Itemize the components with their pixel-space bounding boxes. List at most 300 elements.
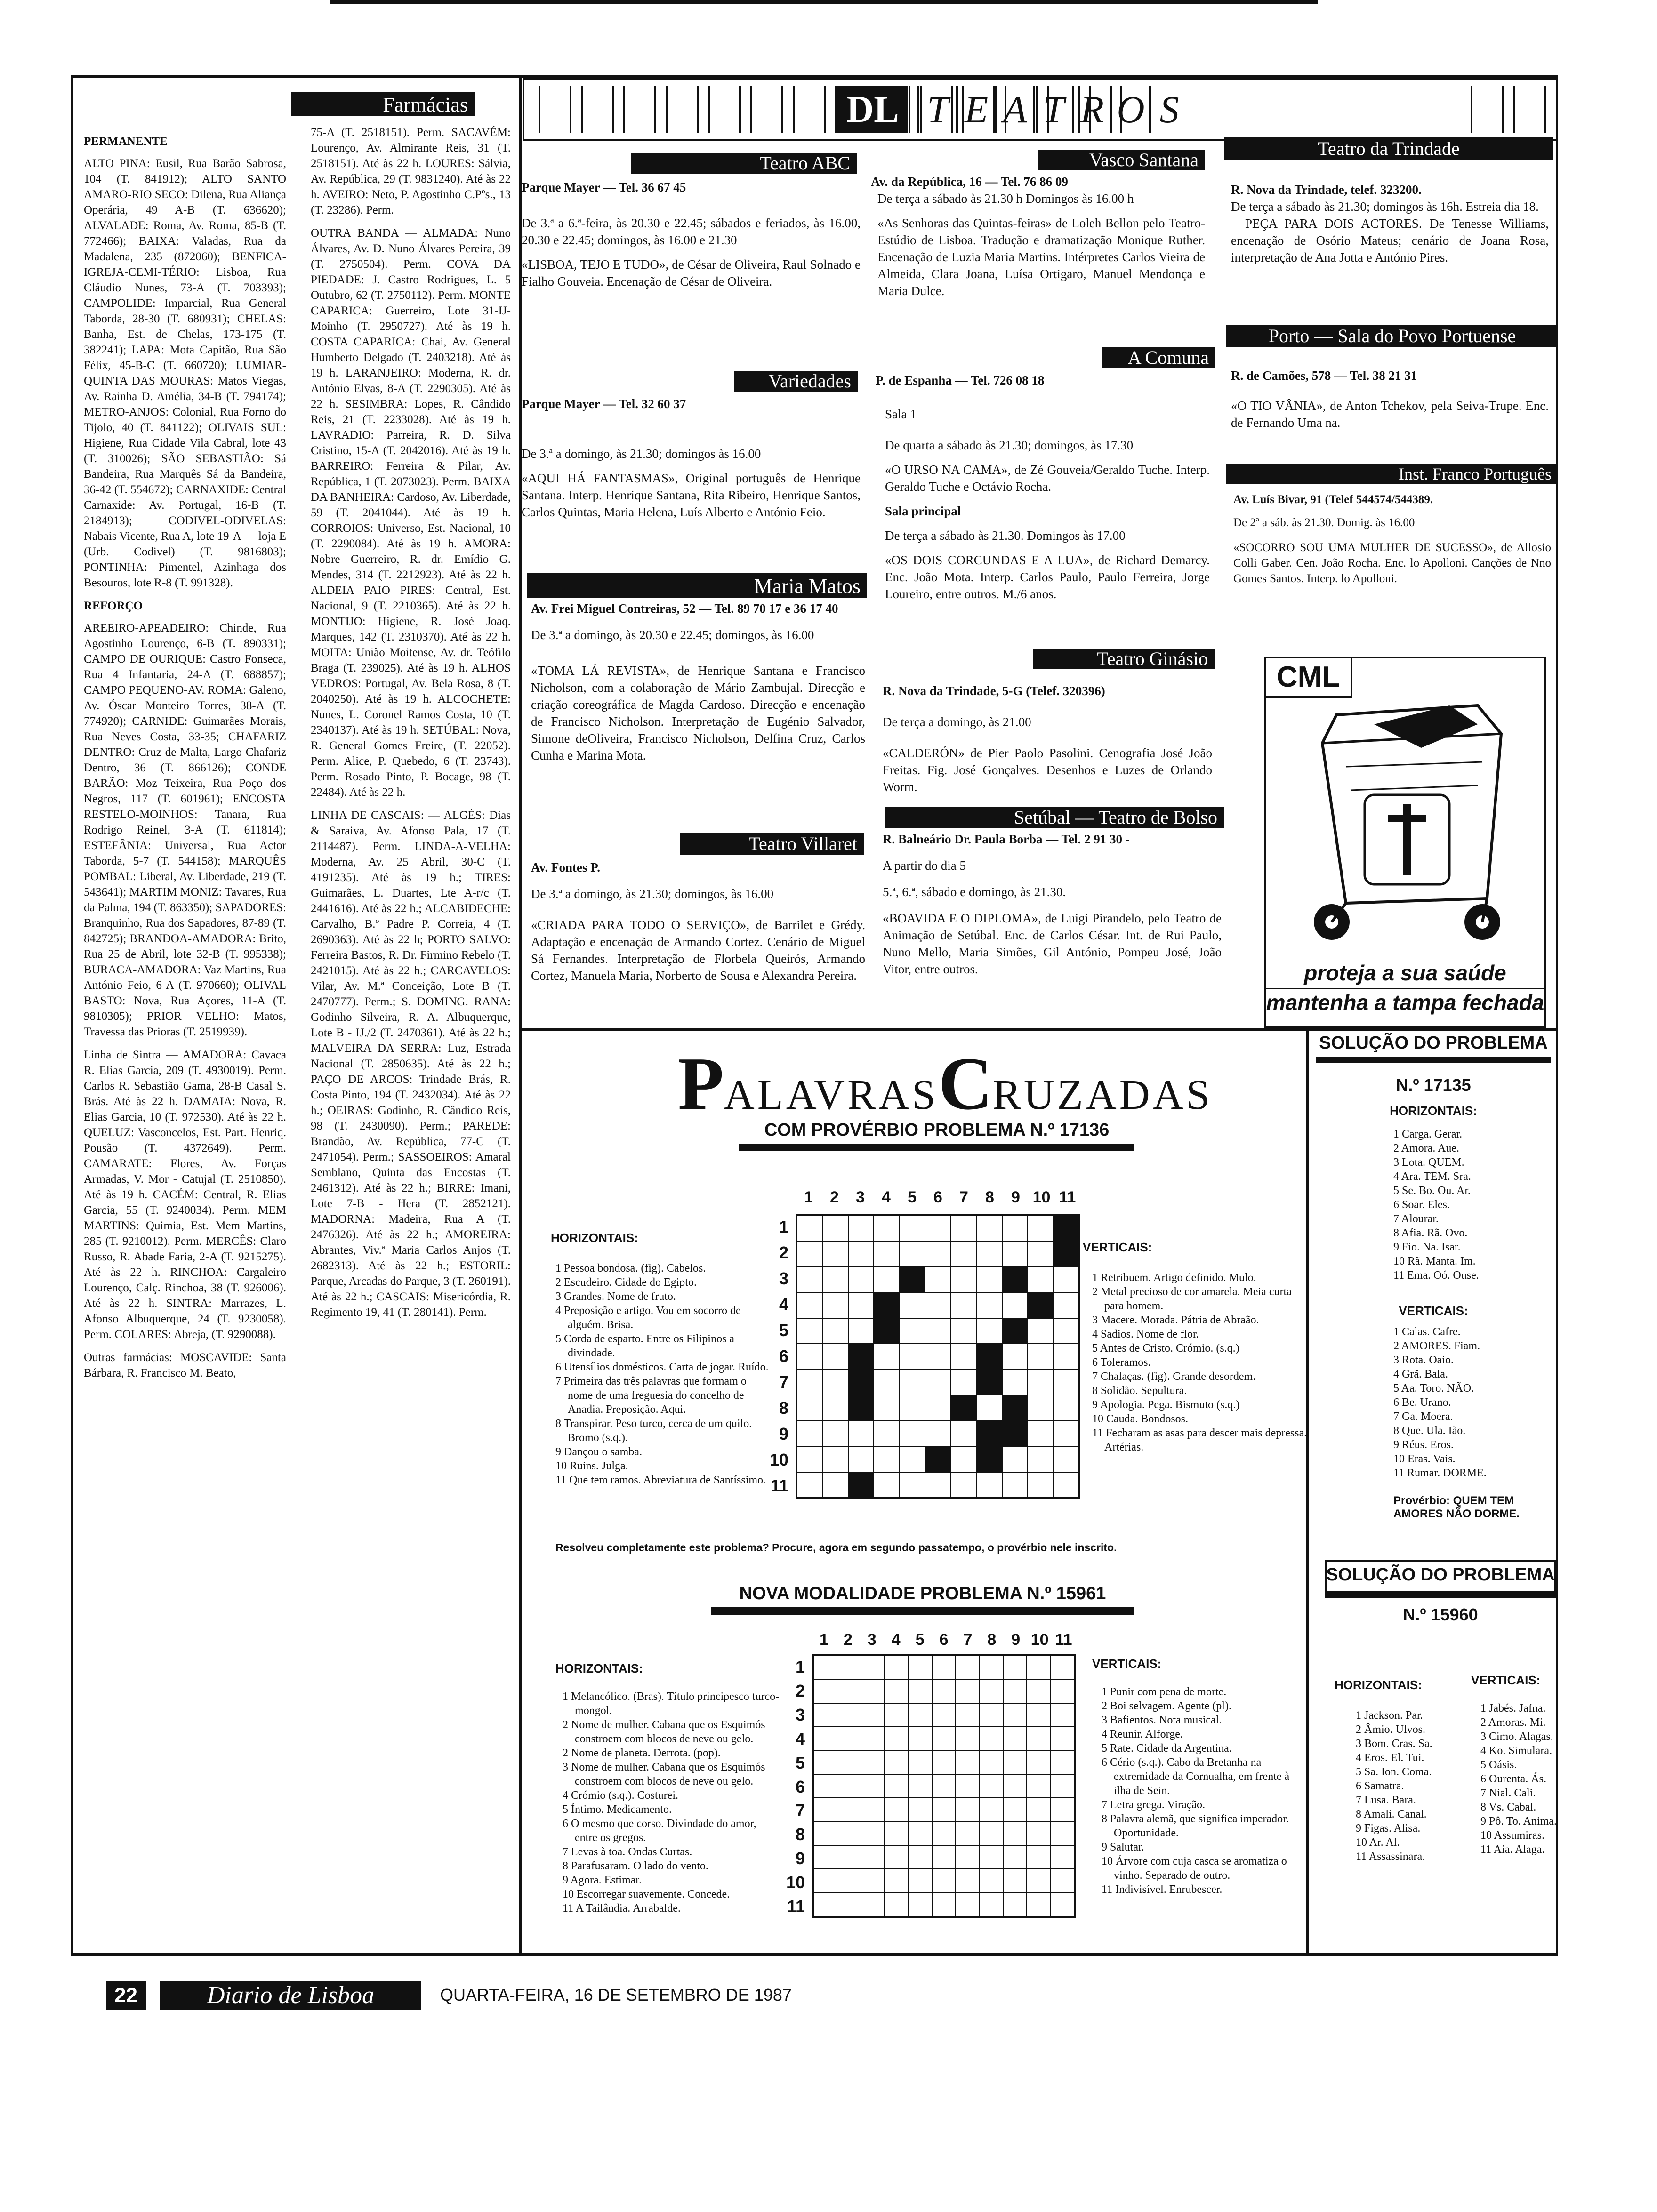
crossword-cell[interactable] [932, 1893, 956, 1916]
list-item: 11 Indivisível. Enrubescer. [1102, 1883, 1223, 1896]
crossword-cell[interactable] [908, 1656, 932, 1679]
crossword-cell[interactable] [956, 1656, 979, 1679]
crossword-cell[interactable] [932, 1727, 956, 1750]
crossword-cell[interactable] [976, 1267, 1002, 1292]
crossword-cell[interactable] [861, 1893, 885, 1916]
crossword-cell[interactable] [956, 1727, 979, 1750]
crossword-cell[interactable] [797, 1344, 822, 1369]
list-item: 7 Levas à toa. Ondas Curtas. [563, 1846, 692, 1858]
crossword-cell[interactable] [837, 1869, 861, 1892]
crossword-cell[interactable] [1027, 1703, 1050, 1727]
crossword-cell[interactable] [908, 1679, 932, 1703]
crossword-cell[interactable] [837, 1727, 861, 1750]
crossword-cell[interactable] [837, 1822, 861, 1845]
crossword-cell[interactable] [1002, 1216, 1028, 1241]
crossword-cell[interactable] [1027, 1822, 1050, 1845]
crossword-cell[interactable] [837, 1798, 861, 1821]
crossword-cell[interactable] [1003, 1845, 1027, 1869]
crossword-cell[interactable] [908, 1798, 932, 1821]
crossword-cell[interactable] [874, 1318, 899, 1344]
crossword-cell[interactable] [797, 1267, 822, 1292]
crossword-cell[interactable] [1027, 1774, 1050, 1798]
crossword-cell[interactable] [980, 1869, 1003, 1892]
crossword-cell[interactable] [1027, 1869, 1050, 1892]
crossword-cell[interactable] [1003, 1822, 1027, 1845]
crossword-cell[interactable] [951, 1446, 976, 1472]
abc-listing [522, 179, 861, 358]
crossword-cell[interactable] [848, 1395, 874, 1420]
crossword-cell[interactable] [1028, 1267, 1053, 1292]
crossword-cell[interactable] [1003, 1893, 1027, 1916]
crossword-cell[interactable] [925, 1241, 950, 1266]
crossword-cell[interactable] [932, 1656, 956, 1679]
crossword-cell[interactable] [1054, 1446, 1079, 1472]
crossword-cell[interactable] [956, 1774, 979, 1798]
crossword-cell[interactable] [885, 1798, 908, 1821]
crossword-cell[interactable] [925, 1472, 950, 1498]
crossword-cell[interactable] [813, 1727, 837, 1750]
crossword-cell[interactable] [874, 1216, 899, 1241]
crossword-cell[interactable] [980, 1727, 1003, 1750]
crossword-cell[interactable] [848, 1241, 874, 1266]
column-number: 5 [915, 1631, 925, 1649]
crossword-cell[interactable] [1002, 1472, 1028, 1498]
crossword-cell[interactable] [1028, 1446, 1053, 1472]
abc-header: Teatro ABC [631, 153, 857, 174]
crossword-cell[interactable] [837, 1893, 861, 1916]
crossword-cell[interactable] [861, 1869, 885, 1892]
crossword-cell[interactable] [951, 1344, 976, 1369]
crossword-cell[interactable] [885, 1822, 908, 1845]
crossword-cell[interactable] [885, 1774, 908, 1798]
list-item: 6 Soar. Eles. [1393, 1199, 1450, 1211]
crossword-cell[interactable] [908, 1727, 932, 1750]
crossword-cell[interactable] [797, 1395, 822, 1420]
crossword-cell[interactable] [951, 1292, 976, 1318]
ginasio-header: Teatro Ginásio [1033, 649, 1215, 669]
crossword-cell[interactable] [813, 1656, 837, 1679]
crossword-cell[interactable] [885, 1656, 908, 1679]
crossword-cell[interactable] [932, 1822, 956, 1845]
crossword-cell[interactable] [813, 1774, 837, 1798]
crossword-cell[interactable] [1051, 1869, 1074, 1892]
list-item: 11 Que tem ramos. Abreviatura de Santíssimo. [555, 1474, 766, 1486]
crossword-cell[interactable] [1027, 1798, 1050, 1821]
crossword-cell[interactable] [951, 1318, 976, 1344]
row-number: 1 [795, 1657, 805, 1676]
crossword-cell[interactable] [932, 1845, 956, 1869]
crossword-cell[interactable] [908, 1703, 932, 1727]
crossword-cell[interactable] [885, 1727, 908, 1750]
crossword-cell[interactable] [932, 1679, 956, 1703]
list-item: 5 Corda de esparto. Entre os Filipinos a divindade. [555, 1333, 734, 1359]
list-item: 10 Escorregar suavemente. Concede. [563, 1888, 730, 1900]
crossword-cell[interactable] [900, 1216, 925, 1241]
crossword-cell[interactable] [837, 1774, 861, 1798]
crossword-cell[interactable] [822, 1472, 848, 1498]
crossword-cell[interactable] [956, 1750, 979, 1774]
list-item: 4 Ko. Simulara. [1480, 1745, 1552, 1757]
crossword-cell[interactable] [951, 1421, 976, 1446]
crossword-cell[interactable] [822, 1241, 848, 1266]
crossword-cell[interactable] [885, 1750, 908, 1774]
crossword-cell[interactable] [956, 1679, 979, 1703]
crossword-cell[interactable] [900, 1267, 925, 1292]
crossword-cell[interactable] [813, 1679, 837, 1703]
crossword-cell[interactable] [1002, 1370, 1028, 1395]
crossword-cell[interactable] [925, 1421, 950, 1446]
crossword-cell[interactable] [1027, 1845, 1050, 1869]
crossword-cell[interactable] [1054, 1267, 1079, 1292]
crossword-cell[interactable] [951, 1395, 976, 1420]
comuna-sala1: Sala 1 [885, 407, 917, 421]
crossword-cell[interactable] [925, 1395, 950, 1420]
crossword-cell[interactable] [1051, 1750, 1074, 1774]
crossword-cell[interactable] [951, 1370, 976, 1395]
crossword-cell[interactable] [1002, 1241, 1028, 1266]
crossword-cell[interactable] [813, 1869, 837, 1892]
crossword-cell[interactable] [822, 1446, 848, 1472]
crossword-cell[interactable] [1051, 1656, 1074, 1679]
crossword-cell[interactable] [932, 1774, 956, 1798]
crossword-cell[interactable] [976, 1216, 1002, 1241]
crossword-cell[interactable] [861, 1727, 885, 1750]
crossword-cell[interactable] [813, 1798, 837, 1821]
crossword-cell[interactable] [1002, 1446, 1028, 1472]
crossword-cell[interactable] [925, 1292, 950, 1318]
crossword-cell[interactable] [908, 1869, 932, 1892]
crossword-cell[interactable] [908, 1893, 932, 1916]
crossword-cell[interactable] [932, 1798, 956, 1821]
crossword-cell[interactable] [976, 1370, 1002, 1395]
crossword-cell[interactable] [908, 1845, 932, 1869]
crossword-cell[interactable] [1002, 1421, 1028, 1446]
list-item: 6 Cério (s.q.). Cabo da Bretanha na extremidade da Cornualha, em frente à ilha de Sein. [1102, 1756, 1290, 1797]
crossword-cell[interactable] [1028, 1292, 1053, 1318]
crossword-cell[interactable] [1028, 1421, 1053, 1446]
crossword-cell[interactable] [874, 1344, 899, 1369]
crossword-cell[interactable] [1054, 1395, 1079, 1420]
crossword-cell[interactable] [861, 1679, 885, 1703]
crossword-cell[interactable] [874, 1241, 899, 1266]
crossword-cell[interactable] [822, 1216, 848, 1241]
crossword-cell[interactable] [813, 1893, 837, 1916]
crossword-cell[interactable] [932, 1703, 956, 1727]
crossword-cell[interactable] [874, 1292, 899, 1318]
farmacia-paragraph: AREEIRO-APEADEIRO: Chinde, Rua Agostinho Lourenço, 6-B (T. 890331); CAMPO DE OURIQUE: Castro Fonseca, Rua 4 Infantaria, 24-A (T. 688857); CAMPO PEQUENO-AV. ROMA: Galeno, Av. Óscar Monteiro Torres, 38-A (T. 774920); CARNIDE: Guimarães Morais, Rua Neves Costa, 33-35; CHAFARIZ DENTRO: Cruz de Malta, Largo Chafariz Dentro, 36 (T. 866126); CONDE BARÃO: Moz Teixeira, Rua Poço dos Negros, 117 (T. 601961); ENCOSTA RESTELO-MOINHOS: Tanara, Rua Rodrigo Reinel, 3-A (T. 611814); ESTEFÂNIA: Universal, Rua Actor Taborda, 5-7 (T. 544158); MARQUÊS POMBAL: Liberal, Av. Liberdade, 219 (T. 543641); MARTIM MONIZ: Tavares, Rua da Palma, 194 (T. 863350); SAPADORES: Branquinho, Rua dos Sapadores, 87-89 (T. 842725); BRANDOA-AMADORA: Brito, Rua 25 de Abril, lote 32-B (T. 995338); BURACA-AMADORA: Vaz Martins, Rua António Feio, 6-A (T. 970660); OLIVAL BASTO: Nova, Rua Açores, 11-A (T. 9810305); PRIOR VELHO: Matos, Travessa das Prioras (T. 2519939). [84, 622, 286, 1038]
crossword-cell[interactable] [900, 1472, 925, 1498]
crossword-cell[interactable] [1003, 1727, 1027, 1750]
crossword-cell[interactable] [1002, 1395, 1028, 1420]
crossword-cell[interactable] [874, 1267, 899, 1292]
crossword-cell[interactable] [848, 1292, 874, 1318]
crossword-cell[interactable] [1054, 1318, 1079, 1344]
list-item: 7 Letra grega. Viração. [1102, 1799, 1205, 1811]
crossword-cell[interactable] [925, 1216, 950, 1241]
crossword-cell[interactable] [1027, 1679, 1050, 1703]
crossword-cell[interactable] [1054, 1292, 1079, 1318]
trindade-header: Teatro da Trindade [1224, 137, 1553, 160]
list-item: 8 Amali. Canal. [1356, 1808, 1427, 1820]
list-item: 11 Assassinara. [1356, 1851, 1425, 1863]
crossword-cell[interactable] [861, 1798, 885, 1821]
list-item: 9 Fio. Na. Isar. [1393, 1241, 1461, 1253]
crossword-cell[interactable] [925, 1318, 950, 1344]
crossword-cell[interactable] [797, 1292, 822, 1318]
crossword-cell[interactable] [1054, 1472, 1079, 1498]
crossword-cell[interactable] [1051, 1679, 1074, 1703]
crossword-cell[interactable] [976, 1472, 1002, 1498]
crossword-cell[interactable] [1051, 1774, 1074, 1798]
vasco-schedule: De terça a sábado às 21.30 h Domingos às 16.00 h [877, 192, 1134, 206]
comuna-schedule2: De terça a sábado às 21.30. Domingos às 17.00 [885, 529, 1126, 543]
crossword-cell[interactable] [813, 1822, 837, 1845]
crossword-cell[interactable] [1002, 1292, 1028, 1318]
crossword-cell[interactable] [822, 1395, 848, 1420]
crossword-cell[interactable] [980, 1798, 1003, 1821]
crossword-cell[interactable] [837, 1703, 861, 1727]
crossword-title-word1: ALAVRAS [724, 1072, 939, 1118]
list-item: 9 Pô. To. Anima. [1480, 1815, 1557, 1827]
crossword-cell[interactable] [976, 1395, 1002, 1420]
row-number: 2 [779, 1243, 788, 1262]
crossword-cell[interactable] [874, 1395, 899, 1420]
crossword-cell[interactable] [900, 1395, 925, 1420]
crossword-cell[interactable] [900, 1318, 925, 1344]
crossword-cell[interactable] [822, 1344, 848, 1369]
crossword-cell[interactable] [874, 1472, 899, 1498]
crossword-cell[interactable] [822, 1267, 848, 1292]
list-item: 11 A Tailândia. Arrabalde. [563, 1902, 681, 1915]
crossword-cell[interactable] [1054, 1370, 1079, 1395]
crossword-cell[interactable] [956, 1703, 979, 1727]
crossword-cell[interactable] [797, 1446, 822, 1472]
crossword-cell[interactable] [813, 1845, 837, 1869]
porto-header: Porto — Sala do Povo Portuense [1226, 325, 1558, 347]
crossword-cell[interactable] [861, 1845, 885, 1869]
crossword-cell[interactable] [1027, 1727, 1050, 1750]
crossword-cell[interactable] [1028, 1216, 1053, 1241]
crossword-cell[interactable] [1003, 1656, 1027, 1679]
crossword-cell[interactable] [885, 1893, 908, 1916]
crossword-cell[interactable] [837, 1845, 861, 1869]
crossword-cell[interactable] [1028, 1344, 1053, 1369]
crossword-cell[interactable] [848, 1472, 874, 1498]
crossword-cell[interactable] [956, 1869, 979, 1892]
crossword-cell[interactable] [885, 1703, 908, 1727]
crossword-cell[interactable] [900, 1344, 925, 1369]
crossword-cell[interactable] [1003, 1679, 1027, 1703]
crossword-cell[interactable] [822, 1370, 848, 1395]
crossword-cell[interactable] [797, 1318, 822, 1344]
crossword-cell[interactable] [1003, 1869, 1027, 1892]
crossword-cell[interactable] [1051, 1703, 1074, 1727]
crossword-cell[interactable] [1054, 1344, 1079, 1369]
dl-logo: DL [837, 86, 908, 133]
crossword-cell[interactable] [956, 1893, 979, 1916]
row-number: 9 [795, 1849, 805, 1868]
crossword-cell[interactable] [861, 1750, 885, 1774]
crossword-cell[interactable] [951, 1241, 976, 1266]
crossword-cell[interactable] [1051, 1893, 1074, 1916]
crossword-cell[interactable] [848, 1421, 874, 1446]
crossword-cell[interactable] [1027, 1750, 1050, 1774]
list-item: 9 Agora. Estimar. [563, 1874, 642, 1886]
crossword-cell[interactable] [1051, 1798, 1074, 1821]
crossword-cell[interactable] [1003, 1798, 1027, 1821]
list-item: 11 Rumar. DORME. [1393, 1467, 1487, 1479]
crossword-cell[interactable] [956, 1822, 979, 1845]
crossword-cell[interactable] [797, 1421, 822, 1446]
list-item: 3 Grandes. Nome de fruto. [555, 1290, 676, 1303]
list-item: 2 Nome de planeta. Derrota. (pop). [563, 1747, 721, 1759]
crossword-cell[interactable] [976, 1421, 1002, 1446]
crossword-cell[interactable] [976, 1446, 1002, 1472]
column-number: 1 [804, 1188, 813, 1206]
crossword-cell[interactable] [908, 1774, 932, 1798]
banner-stripe [623, 86, 656, 133]
crossword-cell[interactable] [980, 1703, 1003, 1727]
crossword-cell[interactable] [980, 1774, 1003, 1798]
crossword-cell[interactable] [848, 1370, 874, 1395]
crossword-cell[interactable] [908, 1822, 932, 1845]
crossword-cell[interactable] [837, 1656, 861, 1679]
crossword-cell[interactable] [848, 1216, 874, 1241]
crossword-cell[interactable] [797, 1216, 822, 1241]
solucao2-title: SOLUÇÃO DO PROBLEMA [1326, 1565, 1555, 1585]
crossword-cell[interactable] [885, 1845, 908, 1869]
crossword-cell[interactable] [874, 1421, 899, 1446]
crossword-cell[interactable] [1027, 1656, 1050, 1679]
crossword-cell[interactable] [848, 1318, 874, 1344]
crossword-cell[interactable] [908, 1750, 932, 1774]
crossword-title [678, 1040, 1213, 1125]
column-number: 7 [959, 1188, 968, 1206]
crossword-cell[interactable] [900, 1370, 925, 1395]
crossword-cell[interactable] [848, 1267, 874, 1292]
crossword-cell[interactable] [1002, 1267, 1028, 1292]
list-item: 1 Melancólico. (Bras). Título principesco turco-mongol. [563, 1691, 780, 1717]
crossword-cell[interactable] [980, 1750, 1003, 1774]
crossword-cell[interactable] [925, 1344, 950, 1369]
comuna-address: P. de Espanha — Tel. 726 08 18 [876, 373, 1045, 387]
crossword-cell[interactable] [1003, 1774, 1027, 1798]
crossword-cell[interactable] [861, 1822, 885, 1845]
crossword-cell[interactable] [1003, 1703, 1027, 1727]
crossword-cell[interactable] [848, 1446, 874, 1472]
crossword-cell[interactable] [822, 1318, 848, 1344]
crossword-cell[interactable] [1027, 1893, 1050, 1916]
crossword-cell[interactable] [900, 1292, 925, 1318]
crossword-cell[interactable] [980, 1893, 1003, 1916]
farmacias-header: Farmácias [291, 92, 475, 116]
crossword-cell[interactable] [1002, 1318, 1028, 1344]
crossword-cell[interactable] [980, 1656, 1003, 1679]
abc-desc: «LISBOA, TEJO E TUDO», de César de Oliveira, Raul Solnado e Fialho Gouveia. Encenação de César de Oliveira. [522, 257, 861, 289]
villaret-address: Av. Fontes P. [531, 860, 601, 874]
crossword-cell[interactable] [900, 1446, 925, 1472]
solucao1-number: N.º 17135 [1396, 1075, 1471, 1095]
crossword-cell[interactable] [837, 1679, 861, 1703]
crossword-cell[interactable] [861, 1656, 885, 1679]
crossword-cell[interactable] [976, 1241, 1002, 1266]
list-item: 2 AMORES. Fiam. [1393, 1340, 1480, 1352]
variedades-desc: «AQUI HÁ FANTASMAS», Original português de Henrique Santana. Interp. Henrique Santana, Rita Ribeiro, Henrique Santos, Carlos Quintas, Maria Helena, Luís Alberto e António Feio. [522, 471, 861, 519]
crossword-cell[interactable] [980, 1822, 1003, 1845]
list-item: 9 Réus. Eros. [1393, 1439, 1454, 1451]
crossword-cell[interactable] [956, 1798, 979, 1821]
crossword-cell[interactable] [861, 1774, 885, 1798]
crossword-cell[interactable] [1051, 1822, 1074, 1845]
crossword-cell[interactable] [1054, 1421, 1079, 1446]
crossword-cell[interactable] [932, 1869, 956, 1892]
crossword-cell[interactable] [925, 1446, 950, 1472]
setubal-schedule: A partir do dia 5 [883, 858, 966, 873]
crossword-cell[interactable] [1028, 1395, 1053, 1420]
crossword-cell[interactable] [822, 1421, 848, 1446]
crossword-cell[interactable] [1054, 1241, 1079, 1266]
crossword-cell[interactable] [848, 1344, 874, 1369]
crossword-cell[interactable] [980, 1845, 1003, 1869]
crossword-cell[interactable] [900, 1421, 925, 1446]
row-number: 5 [795, 1753, 805, 1772]
crossword-cell[interactable] [885, 1869, 908, 1892]
crossword-cell[interactable] [976, 1318, 1002, 1344]
franco-listing [1233, 492, 1551, 624]
crossword-cell[interactable] [951, 1216, 976, 1241]
crossword-cell[interactable] [1028, 1472, 1053, 1498]
crossword-cell[interactable] [951, 1267, 976, 1292]
crossword-cell[interactable] [797, 1370, 822, 1395]
list-item: 4 Eros. El. Tui. [1356, 1752, 1424, 1764]
crossword-cell[interactable] [874, 1370, 899, 1395]
crossword-cell[interactable] [1003, 1750, 1027, 1774]
solucao2-number: N.º 15960 [1403, 1605, 1478, 1624]
crossword-cell[interactable] [976, 1344, 1002, 1369]
crossword-cell[interactable] [976, 1292, 1002, 1318]
crossword-cell[interactable] [956, 1845, 979, 1869]
crossword-cell[interactable] [1028, 1241, 1053, 1266]
crossword-cell[interactable] [925, 1267, 950, 1292]
crossword-cell[interactable] [900, 1241, 925, 1266]
crossword-cell[interactable] [813, 1750, 837, 1774]
crossword-cell[interactable] [980, 1679, 1003, 1703]
farmacia-paragraph: Linha de Sintra — AMADORA: Cavaca R. Elias Garcia, 209 (T. 4930019). Perm. Carlos R. Sebastião Gama, 28-B Casal S. Brás. Até às 22 h. DAMAIA: Nova, R. Elias Garcia, 10 (T. 972530). Até às 22 h. QUELUZ: Vasconcelos, Est. Part. Henriq. Pousão (T. 4372649). Perm. CAMARATE: Flores, Av. Forças Armadas, V. Mor - Catujal (T. 2510850). Até às 19 h. CACÉM: Central, R. Elias Garcia, 55 (T. 9240034). Perm. MEM MARTINS: Quimia, Est. Mem Martins, 285 (T. 9210012). Perm. MERCÊS: Claro Russo, R. Abade Faria, 2-A (T. 9215275). Até às 22 h. RINCHOA: Cargaleiro Lourenço, Calç. Rinchoa, 38 (T. 926006). Até às 22 h. SINTRA: Marrazes, L. Afonso Albuquerque, 24 (T. 9230058). Perm. COLARES: Abreja, (T. 9290088). [84, 1049, 286, 1341]
banner-letter: S [1149, 86, 1188, 133]
list-item: 5 Oásis. [1480, 1759, 1517, 1771]
crossword-cell[interactable] [1028, 1318, 1053, 1344]
crossword-cell[interactable] [1054, 1216, 1079, 1241]
crossword-cell[interactable] [813, 1703, 837, 1727]
row-number: 11 [787, 1897, 805, 1916]
crossword-cell[interactable] [837, 1750, 861, 1774]
crossword-cell[interactable] [797, 1241, 822, 1266]
column-number: 3 [856, 1188, 865, 1206]
crossword-cell[interactable] [1051, 1727, 1074, 1750]
crossword-cell[interactable] [925, 1370, 950, 1395]
crossword-cell[interactable] [951, 1472, 976, 1498]
crossword-cell[interactable] [1002, 1344, 1028, 1369]
crossword-cell[interactable] [1051, 1845, 1074, 1869]
crossword-cell[interactable] [932, 1750, 956, 1774]
crossword-cell[interactable] [885, 1679, 908, 1703]
crossword-cell[interactable] [874, 1446, 899, 1472]
crossword-cell[interactable] [1028, 1370, 1053, 1395]
solucao1-horizontais-label: HORIZONTAIS: [1390, 1104, 1477, 1118]
crossword-cell[interactable] [822, 1292, 848, 1318]
crossword-cell[interactable] [797, 1472, 822, 1498]
crossword-cell[interactable] [861, 1703, 885, 1727]
